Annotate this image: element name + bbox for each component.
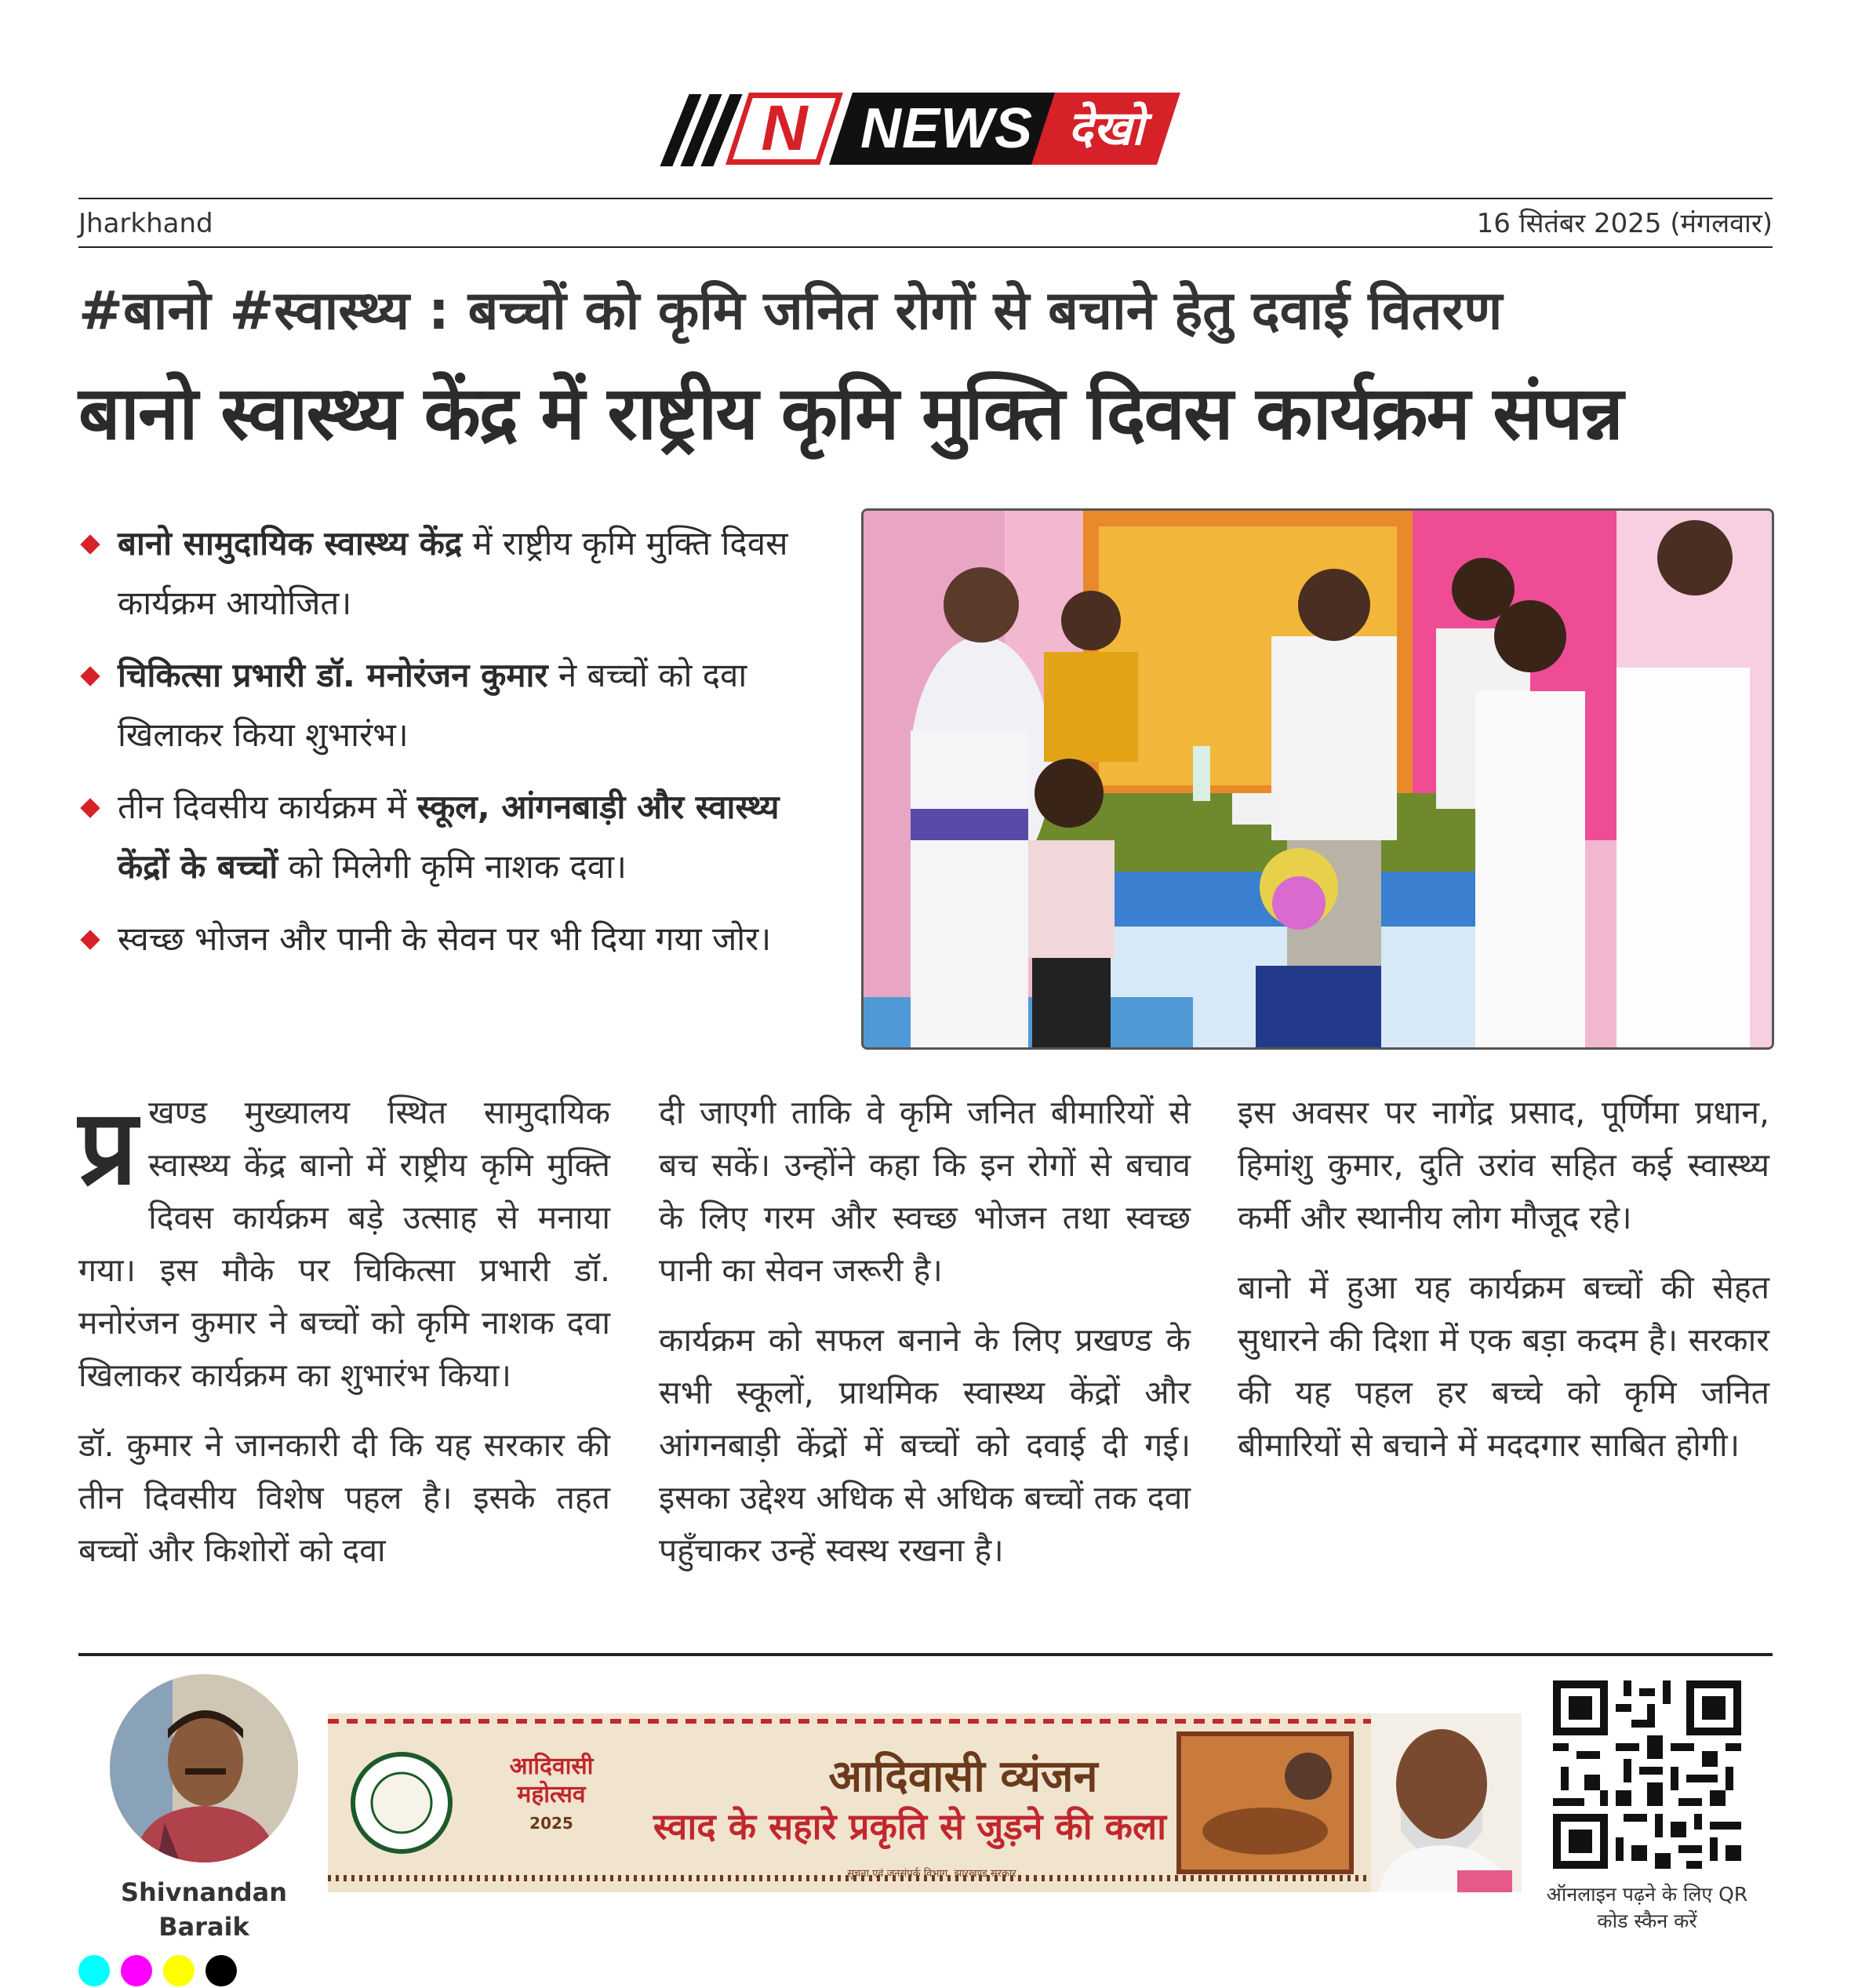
article-column-2 [659,1087,1191,1594]
logo-n-box [725,93,843,165]
highlight-text: में राष्ट्रीय कृमि मुक्ति दिवस कार्यक्रम आयोजित। [118,524,788,622]
ad-title: आदिवासी व्यंजन [828,1751,1098,1802]
article-paragraph: दी जाएगी ताकि वे कृमि जनित बीमारियों से बच सकें। उन्होंने कहा कि इन रोगों से बचाव के लिए गरम और स्वच्छ भोजन तथा स्वच्छ पानी का सेवन जरूरी है। [659,1094,1191,1289]
highlight-text: स्वच्छ भोजन और पानी के सेवन पर भी दिया गया जोर। [118,919,772,958]
kicker: #बानो #स्वास्थ्य : बच्चों को कृमि जनित रोगों से बचाने हेतु दवाई वितरण [78,280,1503,342]
dateline-rule [78,246,1773,248]
bullet-diamond-icon [80,666,100,686]
dateline [78,206,1773,242]
highlight-item [78,909,808,969]
highlight-item [78,777,808,897]
magenta-dot [121,1955,152,1986]
location: Jharkhand [78,208,213,239]
highlight-item [78,646,808,765]
article-paragraph: इस अवसर पर नागेंद्र प्रसाद, पूर्णिमा प्रधान, हिमांशु कुमार, दुति उरांव सहित कई स्वास्थ्य कर्मी और स्थानीय लोग मौजूद रहे। [1238,1094,1769,1236]
highlight-bold: स्कूल, आंगनबाड़ी और स्वास्थ्य केंद्रों के बच्चों [118,788,780,886]
event-photo[interactable] [861,508,1774,1050]
article-paragraph: कार्यक्रम को सफल बनाने के लिए प्रखण्ड के सभी स्कूलों, प्राथमिक स्वास्थ्य केंद्रों और आंगनबाड़ी केंद्रों में बच्चों को दवाई दी गई। इसका उद्देश्य अधिक से अधिक बच्चों तक दवा पहुँचाकर उन्हें स्वस्थ रखना है। [659,1321,1191,1569]
event-photo-illustration [864,511,1772,1047]
article-paragraph: डॉ. कुमार ने जानकारी दी कि यह सरकार की तीन दिवसीय विशेष पहल है। इसके तहत बच्चों और किशोरों को दवा [78,1426,610,1569]
festival-badge [485,1753,618,1837]
cmyk-registration-marks [78,1955,237,1986]
bullet-diamond-icon [80,930,100,949]
article-column-1 [78,1087,610,1594]
top-rule [78,198,1773,199]
highlights-list [78,514,808,981]
author-name: Shivnandan Baraik [120,1877,288,1942]
logo-dekho-box [1031,93,1180,165]
author-photo-illustration [110,1674,298,1862]
publish-date: 16 सितंबर 2025 (मंगलवार) [1476,208,1773,239]
qr-caption: ऑनलाइन पढ़ने के लिए QR कोड स्कैन करें [1546,1883,1748,1932]
qr-code[interactable] [1553,1680,1741,1869]
highlight-text: को मिलेगी कृमि नाशक दवा। [278,847,627,886]
article-paragraph [78,1087,610,1402]
qr-code-icon [1553,1680,1741,1869]
cyan-dot [78,1955,110,1986]
advertisement-banner[interactable] [328,1713,1522,1892]
highlight-bold: चिकित्सा प्रभारी डॉ. मनोरंजन कुमार [118,656,548,694]
festival-line1: आदिवासी [509,1753,594,1780]
headline: बानो स्वास्थ्य केंद्र में राष्ट्रीय कृमि मुक्ति दिवस कार्यक्रम संपन्न [78,371,1622,457]
festival-year: 2025 [529,1814,573,1833]
paragraph-text: खण्ड मुख्यालय स्थित सामुदायिक स्वास्थ्य केंद्र बानो में राष्ट्रीय कृमि मुक्ति दिवस कार्यक्रम बड़े उत्साह से मनाया गया। इस मौके पर चिकित्सा प्रभारी डॉ. मनोरंजन कुमार ने बच्चों को कृमि नाशक दवा खिलाकर कार्यक्रम का शुभारंभ किया। [78,1094,610,1394]
article-column-3 [1238,1087,1769,1489]
logo-news-box [829,93,1064,165]
highlight-bold: बानो सामुदायिक स्वास्थ्य केंद्र [118,524,463,563]
highlight-text: ने बच्चों को दवा खिलाकर किया शुभारंभ। [118,656,747,754]
bullet-diamond-icon [80,534,100,554]
article-paragraph: बानो में हुआ यह कार्यक्रम बच्चों की सेहत सुधारने की दिशा में एक बड़ा कदम है। सरकार की यह पहल हर बच्चे को कृमि जनित बीमारियों से बचाने में मददगार साबित होगी। [1238,1269,1769,1464]
yellow-dot [163,1955,195,1986]
highlight-text: तीन दिवसीय कार्यक्रम में [118,788,417,826]
logo-word: NEWS [860,97,1033,160]
ad-tagline: स्वाद के सहारे प्रकृति से जुड़ने की कला [653,1805,1167,1848]
logo-letter: N [761,93,808,164]
highlight-item [78,514,808,633]
drop-cap: प्र [78,1087,138,1208]
ad-credit: सूचना एवं जनसंपर्क विभाग, झारखण्ड सरकार [847,1868,1016,1880]
news-dekho-logo[interactable] [675,88,1176,168]
black-dot [205,1955,237,1986]
author-avatar[interactable] [110,1674,298,1862]
festival-line2: महोत्सव [517,1781,586,1808]
logo-suffix: देखो [1067,101,1144,156]
bullet-diamond-icon [80,798,100,817]
logo-slash-bars [675,94,728,166]
footer-rule [78,1653,1773,1656]
